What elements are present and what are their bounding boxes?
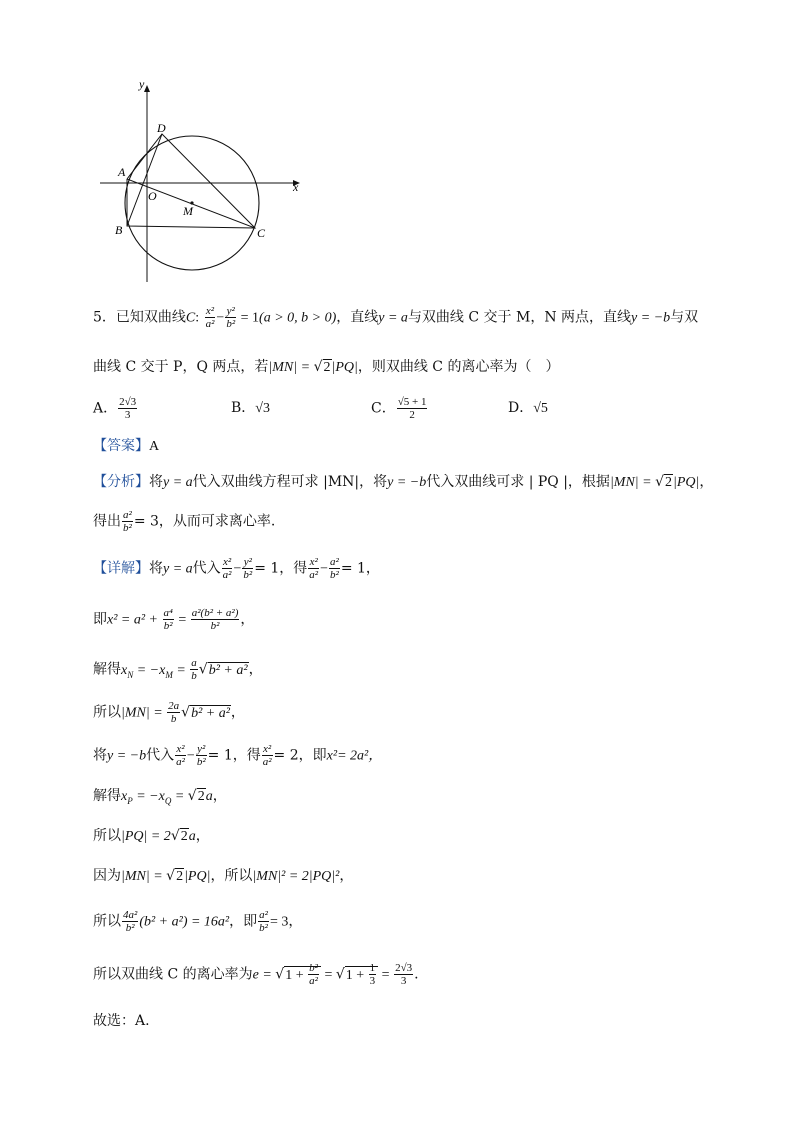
conclusion: 故选：A. xyxy=(93,1013,150,1029)
analysis-line-1: 【分析】将y = a代入双曲线方程可求 |MN|，将y = −b代入双曲线可求 | PQ |，根据|MN| = √2|PQ|， xyxy=(93,474,714,490)
geometry-figure xyxy=(95,72,310,287)
label-A: A xyxy=(118,165,126,179)
answer-line xyxy=(93,436,159,457)
option-D[interactable]: D．√5 xyxy=(508,400,548,416)
diagonal-BD xyxy=(127,134,162,226)
option-A[interactable]: A． $\frac{2√3}{3}$ xyxy=(93,396,137,421)
option-C[interactable]: C． $\frac{√5 + 1}{2}$ xyxy=(371,396,427,421)
detail-line-8: 因为|MN| = √2|PQ|，所以|MN|² = 2|PQ|²， xyxy=(93,868,354,884)
label-M: M xyxy=(183,204,193,218)
hyperbola-x-term: $\frac{\text{x²}}{\text{a²}}$ xyxy=(205,305,215,330)
detail-line-6: 解得$x_P = -x_Q = √2a$， xyxy=(93,788,227,806)
option-B[interactable]: B．√3 xyxy=(231,400,270,416)
question-intro: 已知双曲线 xyxy=(115,309,186,326)
detail-line-1: 【详解】将y = a代入 $\frac{\text{x²}}{\text{a²}}$ − $\frac{\text{y²}}{\text{b²}}$ = 1，得 $\frac{\text{x²}}{\text{a²}}$ − $\frac{\text{a²}}{\text{b²}}$ = 1， xyxy=(93,556,380,581)
question-line-1: 5．已知双曲线C: $\frac{\text{x²}}{\text{a²}}$ − $\frac{\text{y²}}{\text{b²}}$ = 1(a > 0, b > 0)，直线y = a与双曲线 C 交于 M，N 两点，直线y = −b与双 xyxy=(93,305,699,330)
analysis-line-2: 得出 $\frac{\text{a²}}{\text{b²}}$ = 3，从而可求离心率. xyxy=(93,509,276,534)
detail-line-10: 所以双曲线 C 的离心率为e = √1 + $\frac{\text{b²}}{\text{a²}}$ = √1 + $\frac{1}{3}$ = $\frac{2√3}{3}$ . xyxy=(93,962,419,987)
detail-line-5: 将y = −b代入 $\frac{\text{x²}}{\text{a²}}$ − $\frac{\text{y²}}{\text{b²}}$ = 1，得 $\frac{\text{x²}}{\text{a²}}$ = 2，即x²= 2a²， xyxy=(93,743,383,768)
hyperbola-y-term: $\frac{\text{y²}}{\text{b²}}$ xyxy=(226,305,236,330)
answer-tag: 【答案】 xyxy=(93,438,149,454)
detail-line-4: 所以|MN| = $\frac{2a}{b}$ √b² + a²， xyxy=(93,700,245,725)
label-B: B xyxy=(115,223,123,237)
question-line-2: 曲线 C 交于 P，Q 两点，若|MN| = √2|PQ|，则双曲线 C 的离心率为（ ） xyxy=(93,359,560,375)
label-D: D xyxy=(157,121,166,135)
label-C: C xyxy=(257,226,266,240)
detail-line-7: 所以|PQ| = 2√2a， xyxy=(93,828,210,844)
label-O: O xyxy=(148,189,157,203)
answer-value: A xyxy=(149,439,160,454)
label-y: y xyxy=(139,77,145,91)
detail-line-2: 即x² = a² + $\frac{\text{a⁴}}{\text{b²}}$ = $\frac{\text{a²(b² + a²)}}{\text{b²}}$ ， xyxy=(93,607,255,632)
y-axis-arrow xyxy=(144,85,150,92)
detail-line-3: 解得$x_N = -x_M$ = $\frac{a}{b}$ √b² + a²， xyxy=(93,657,263,682)
label-x: x xyxy=(293,180,299,194)
detail-line-9: 所以 $\frac{\text{4a²}}{\text{b²}}$ (b² + a²) = 16a²，即 $\frac{\text{a²}}{\text{b²}}$ = 3， xyxy=(93,909,303,934)
question-number: 5． xyxy=(93,309,116,326)
